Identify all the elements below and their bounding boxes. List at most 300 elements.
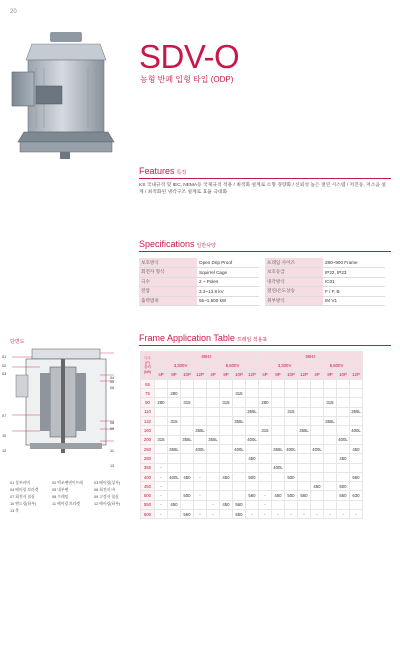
frame-cell: 355L	[194, 426, 207, 435]
frame-cell	[350, 435, 363, 444]
frame-cell: 400L	[311, 444, 324, 453]
frame-cell	[233, 407, 246, 416]
frame-cell	[220, 407, 233, 416]
frame-cell	[324, 472, 337, 481]
frame-cell	[220, 379, 233, 388]
legend-item: 02 엑조팬덴이트레	[52, 481, 83, 485]
diagram-label: 단면도	[10, 339, 25, 345]
frame-cell	[298, 389, 311, 398]
frame-cell	[233, 435, 246, 444]
frame-cell	[324, 444, 337, 453]
frame-cell	[220, 510, 233, 519]
header-pole: 4P	[311, 370, 324, 379]
frame-cell	[194, 389, 207, 398]
frame-cell	[298, 407, 311, 416]
spec-key: 취부방식	[265, 296, 323, 306]
legend-item: 07 회전자 철심	[10, 495, 35, 499]
frame-cell	[311, 398, 324, 407]
frame-cell	[350, 389, 363, 398]
features-heading	[139, 166, 186, 176]
frame-cell: 355L	[272, 444, 285, 453]
rating-kw: 550	[141, 500, 155, 509]
rating-kw: 110	[141, 407, 155, 416]
frame-cell	[298, 472, 311, 481]
frame-cell	[168, 398, 181, 407]
frame-cell	[207, 407, 220, 416]
frame-cell	[311, 435, 324, 444]
frame-cell	[272, 417, 285, 426]
frame-cell	[233, 463, 246, 472]
frame-cell	[285, 426, 298, 435]
specifications-heading	[139, 239, 216, 249]
frame-cell: 315	[155, 435, 168, 444]
frame-cell	[181, 379, 194, 388]
frame-cell	[298, 482, 311, 491]
frame-cell: 315	[324, 398, 337, 407]
table-row	[141, 398, 363, 407]
specifications-rule	[139, 251, 391, 252]
frame-cell	[233, 482, 246, 491]
features-text: KS 국내규격 및 IEC, NEMA등 국제규격 적용 / 최적화 설계로 소형 경량화 / 신뢰성 높은 절연 시스템 / 저진동, 저소음 설계 / 최적화된 냉각구조 설계로 효율 극대화	[139, 183, 386, 195]
frame-cell	[233, 398, 246, 407]
frame-cell	[246, 426, 259, 435]
rating-kw: 132	[141, 417, 155, 426]
diagram-callout: 04	[110, 376, 115, 380]
legend-item: 13 축	[10, 509, 19, 513]
frame-cell: -	[155, 500, 168, 509]
frame-cell	[168, 510, 181, 519]
frame-cell	[298, 454, 311, 463]
frame-cell	[285, 463, 298, 472]
frame-cell: 355L	[233, 417, 246, 426]
frame-cell	[246, 500, 259, 509]
header-pole: 8P	[168, 370, 181, 379]
frame-cell	[337, 444, 350, 453]
frame-cell	[324, 454, 337, 463]
frame-cell: 280	[155, 398, 168, 407]
frame-cell	[168, 491, 181, 500]
frame-cell	[155, 389, 168, 398]
table-row	[141, 454, 363, 463]
frame-cell: 560	[298, 491, 311, 500]
spec-key: 냉각방식	[265, 277, 323, 287]
frame-cell	[350, 454, 363, 463]
frame-cell: 315	[168, 417, 181, 426]
frame-cell: 450	[246, 454, 259, 463]
frame-cell	[337, 407, 350, 416]
rating-kw: 55	[141, 379, 155, 388]
frame-cell	[207, 398, 220, 407]
spec-table-right	[265, 258, 385, 306]
frame-cell	[168, 454, 181, 463]
frame-cell	[350, 417, 363, 426]
spec-row	[265, 277, 385, 287]
frame-cell: 400L	[233, 444, 246, 453]
spec-row	[139, 287, 259, 297]
spec-value: F / F, B	[323, 287, 385, 297]
legend-item: 09 고정자 철심	[94, 495, 119, 499]
frame-cell	[246, 389, 259, 398]
frame-cell: 500	[337, 482, 350, 491]
frame-cell	[168, 426, 181, 435]
frame-cell: -	[155, 491, 168, 500]
frame-cell	[155, 407, 168, 416]
table-row	[141, 472, 363, 481]
header-pole: 4P	[207, 370, 220, 379]
header-voltage: 6,600V	[311, 361, 363, 370]
header-row-poles	[141, 370, 363, 379]
frame-cell	[285, 500, 298, 509]
header-row-hz	[141, 352, 363, 361]
frame-cell: 450	[350, 444, 363, 453]
frame-cell	[272, 482, 285, 491]
frame-cell	[155, 379, 168, 388]
specifications-subtitle: 일반사양	[196, 243, 216, 249]
frame-cell	[233, 454, 246, 463]
frame-cell: 315	[285, 407, 298, 416]
product-subtitle: 농형 반폐 입형 타입 (ODP)	[140, 75, 234, 84]
frame-cell: 315	[181, 398, 194, 407]
rating-kw: 355	[141, 463, 155, 472]
features-subtitle: 특징	[176, 170, 187, 176]
legend-item: 08 프레임	[52, 495, 69, 499]
frame-cell	[233, 426, 246, 435]
header-voltage: 3,300V	[155, 361, 207, 370]
header-pole: 4P	[155, 370, 168, 379]
legend-item: 12 베어링(하부)	[94, 502, 121, 506]
frame-cell	[285, 417, 298, 426]
frame-cell: 560	[337, 491, 350, 500]
legend-item: 03 베어링(상부)	[94, 481, 121, 485]
frame-cell	[285, 398, 298, 407]
diagram-callout: 09	[110, 427, 115, 431]
frame-cell: 400L	[246, 435, 259, 444]
header-pole: 4P	[259, 370, 272, 379]
diagram-callout: 06	[110, 386, 115, 390]
frame-cell: 560	[233, 500, 246, 509]
frame-cell: 500	[285, 472, 298, 481]
frame-cell	[220, 444, 233, 453]
frame-cell: -	[194, 510, 207, 519]
frame-cell	[181, 482, 194, 491]
frame-cell: 450	[337, 454, 350, 463]
application-rule	[139, 345, 391, 346]
frame-cell	[285, 379, 298, 388]
frame-cell	[246, 417, 259, 426]
table-row	[141, 491, 363, 500]
table-row	[141, 407, 363, 416]
frame-cell: 400L	[285, 444, 298, 453]
spec-key: 보호방식	[139, 258, 197, 268]
frame-cell: 560	[246, 491, 259, 500]
spec-key: 절연/온도상승	[265, 287, 323, 297]
frame-cell	[259, 482, 272, 491]
frame-cell: 450	[311, 482, 324, 491]
spec-row	[139, 296, 259, 306]
frame-cell	[285, 389, 298, 398]
frame-cell	[285, 435, 298, 444]
frame-cell: 355L	[350, 407, 363, 416]
rating-kw: 200	[141, 435, 155, 444]
frame-cell	[337, 463, 350, 472]
frame-cell: 500	[285, 491, 298, 500]
spec-row	[139, 268, 259, 278]
frame-cell: 355L	[324, 417, 337, 426]
frame-cell	[311, 379, 324, 388]
frame-cell: -	[194, 491, 207, 500]
frame-cell	[220, 435, 233, 444]
header-pole: 12P	[350, 370, 363, 379]
frame-cell: 560	[233, 510, 246, 519]
frame-cell: 500	[246, 472, 259, 481]
diagram-callout: 07	[2, 414, 7, 418]
frame-cell	[181, 463, 194, 472]
frame-cell: 315	[259, 426, 272, 435]
frame-cell: 400L	[194, 444, 207, 453]
frame-cell: -	[207, 510, 220, 519]
application-title: Frame Application Table	[139, 333, 235, 343]
frame-cell	[337, 398, 350, 407]
spec-key: 프레임 사이즈	[265, 258, 323, 268]
frame-cell: 400L	[168, 472, 181, 481]
rating-kw: 90	[141, 398, 155, 407]
frame-cell	[168, 435, 181, 444]
frame-cell: 500	[181, 491, 194, 500]
frame-cell	[220, 426, 233, 435]
page-header	[0, 0, 400, 22]
frame-cell: -	[324, 510, 337, 519]
table-row	[141, 482, 363, 491]
frame-cell: 400L	[272, 463, 285, 472]
frame-cell	[298, 379, 311, 388]
spec-row	[265, 268, 385, 278]
frame-cell: 315	[233, 389, 246, 398]
rating-kw: 600	[141, 510, 155, 519]
frame-cell	[259, 472, 272, 481]
frame-cell	[350, 379, 363, 388]
spec-row	[265, 296, 385, 306]
diagram-callout: 10	[2, 434, 7, 438]
frame-cell: 630	[350, 491, 363, 500]
frame-cell	[311, 463, 324, 472]
frame-cell	[324, 500, 337, 509]
frame-cell	[324, 426, 337, 435]
frame-cell: -	[272, 510, 285, 519]
rating-kw: 250	[141, 444, 155, 453]
frame-cell	[337, 426, 350, 435]
header-voltage: 6,600V	[207, 361, 259, 370]
frame-cell	[285, 482, 298, 491]
spec-row	[265, 258, 385, 268]
spec-value: IC01	[323, 277, 385, 287]
frame-cell	[259, 435, 272, 444]
table-row	[141, 379, 363, 388]
spec-value: 3.3~13.8 kV	[197, 287, 259, 297]
frame-cell: -	[207, 500, 220, 509]
frame-cell	[246, 444, 259, 453]
frame-cell: 450	[168, 500, 181, 509]
frame-cell: 280	[259, 398, 272, 407]
frame-cell	[207, 426, 220, 435]
frame-cell	[350, 500, 363, 509]
frame-cell: -	[259, 500, 272, 509]
frame-cell	[272, 472, 285, 481]
frame-cell	[220, 454, 233, 463]
frame-cell	[155, 417, 168, 426]
frame-cell	[311, 426, 324, 435]
frame-cell	[207, 454, 220, 463]
legend-item: 06 회전자 바	[94, 488, 116, 492]
frame-cell: -	[285, 510, 298, 519]
legend-item: 11 베어링 브라켓	[52, 502, 81, 506]
frame-cell	[259, 454, 272, 463]
diagram-callout: 05	[110, 380, 115, 384]
frame-cell	[272, 398, 285, 407]
frame-cell	[220, 417, 233, 426]
features-title: Features	[139, 166, 175, 176]
frame-cell	[207, 417, 220, 426]
frame-cell	[337, 417, 350, 426]
frame-cell	[207, 444, 220, 453]
frame-cell	[311, 472, 324, 481]
frame-cell: 355L	[298, 426, 311, 435]
diagram-legend	[10, 481, 128, 514]
frame-cell	[194, 482, 207, 491]
application-heading	[139, 333, 267, 343]
frame-cell: 560	[181, 510, 194, 519]
frame-cell	[259, 389, 272, 398]
spec-key: 보호등급	[265, 268, 323, 278]
table-row	[141, 389, 363, 398]
frame-cell	[194, 500, 207, 509]
frame-cell	[194, 454, 207, 463]
spec-value: Open Drip Proof	[197, 258, 259, 268]
legend-item: 05 내부팬	[52, 488, 69, 492]
spec-row	[139, 258, 259, 268]
frame-cell	[272, 435, 285, 444]
frame-cell: 355L	[207, 435, 220, 444]
frame-cell	[259, 417, 272, 426]
frame-cell	[246, 398, 259, 407]
header-pole: 8P	[324, 370, 337, 379]
frame-cell	[272, 500, 285, 509]
frame-cell	[350, 398, 363, 407]
header-pole: 12P	[298, 370, 311, 379]
frame-cell: 355L	[168, 444, 181, 453]
frame-cell	[298, 444, 311, 453]
frame-cell	[298, 398, 311, 407]
rating-kw: 280	[141, 454, 155, 463]
frame-cell	[311, 389, 324, 398]
frame-cell	[298, 463, 311, 472]
motor-illustration	[10, 30, 122, 160]
diagram-callout: 01	[2, 355, 7, 359]
spec-key: 출력범위	[139, 296, 197, 306]
frame-cell: 355L	[181, 435, 194, 444]
frame-cell	[168, 482, 181, 491]
frame-cell	[311, 454, 324, 463]
frame-cell	[298, 435, 311, 444]
frame-cell: 400L	[337, 435, 350, 444]
frame-cell	[298, 417, 311, 426]
frame-cell	[220, 482, 233, 491]
frame-cell	[272, 454, 285, 463]
frame-cell	[259, 444, 272, 453]
header-pole: 8P	[220, 370, 233, 379]
frame-cell	[207, 379, 220, 388]
frame-cell	[259, 463, 272, 472]
diagram-callout: 02	[2, 364, 7, 368]
frame-cell	[324, 379, 337, 388]
frame-cell	[233, 491, 246, 500]
frame-cell	[337, 379, 350, 388]
frame-cell	[246, 482, 259, 491]
frame-cell	[350, 482, 363, 491]
frame-cell: -	[259, 491, 272, 500]
frame-cell	[259, 407, 272, 416]
frame-cell	[181, 417, 194, 426]
frame-cell: -	[298, 510, 311, 519]
frame-cell	[181, 444, 194, 453]
spec-key: 회전자 형식	[139, 268, 197, 278]
spec-value: IP22, IP23	[323, 268, 385, 278]
table-row	[141, 510, 363, 519]
frame-cell	[207, 472, 220, 481]
frame-cell	[181, 407, 194, 416]
legend-item: 10 엔드링(하부)	[10, 502, 37, 506]
frame-cell	[272, 379, 285, 388]
spec-value: Squirrel Cage	[197, 268, 259, 278]
header-frequency: 50Hz	[259, 352, 363, 361]
frame-cell	[324, 435, 337, 444]
frame-cell: -	[155, 510, 168, 519]
frame-cell: 355L	[246, 407, 259, 416]
header-pole: 10P	[233, 370, 246, 379]
frame-cell: 560	[350, 472, 363, 481]
rating-kw: 160	[141, 426, 155, 435]
frame-cell	[181, 389, 194, 398]
frame-cell	[285, 454, 298, 463]
spec-value: 2 ~ Poles	[197, 277, 259, 287]
rating-kw: 75	[141, 389, 155, 398]
frame-cell	[272, 426, 285, 435]
features-rule	[139, 178, 391, 179]
spec-row	[265, 287, 385, 297]
frame-cell	[207, 389, 220, 398]
legend-item: 01 상부커버	[10, 481, 30, 485]
frame-cell	[311, 500, 324, 509]
table-row	[141, 435, 363, 444]
diagram-callout: 13	[110, 464, 115, 468]
rating-kw: 400	[141, 472, 155, 481]
header-pole: 8P	[272, 370, 285, 379]
table-corner: 극수 (P) 출력 (kW)	[141, 352, 155, 380]
spec-value: 280~900 Frame	[323, 258, 385, 268]
frame-cell: 450	[272, 491, 285, 500]
frame-cell: 450	[181, 472, 194, 481]
frame-cell	[181, 426, 194, 435]
spec-row	[139, 277, 259, 287]
frame-cell	[155, 454, 168, 463]
frame-cell: -	[350, 510, 363, 519]
table-row	[141, 500, 363, 509]
frame-cell	[311, 407, 324, 416]
frame-cell	[324, 463, 337, 472]
spec-key: 극수	[139, 277, 197, 287]
frame-cell: -	[311, 510, 324, 519]
frame-cell	[194, 435, 207, 444]
frame-cell	[207, 463, 220, 472]
